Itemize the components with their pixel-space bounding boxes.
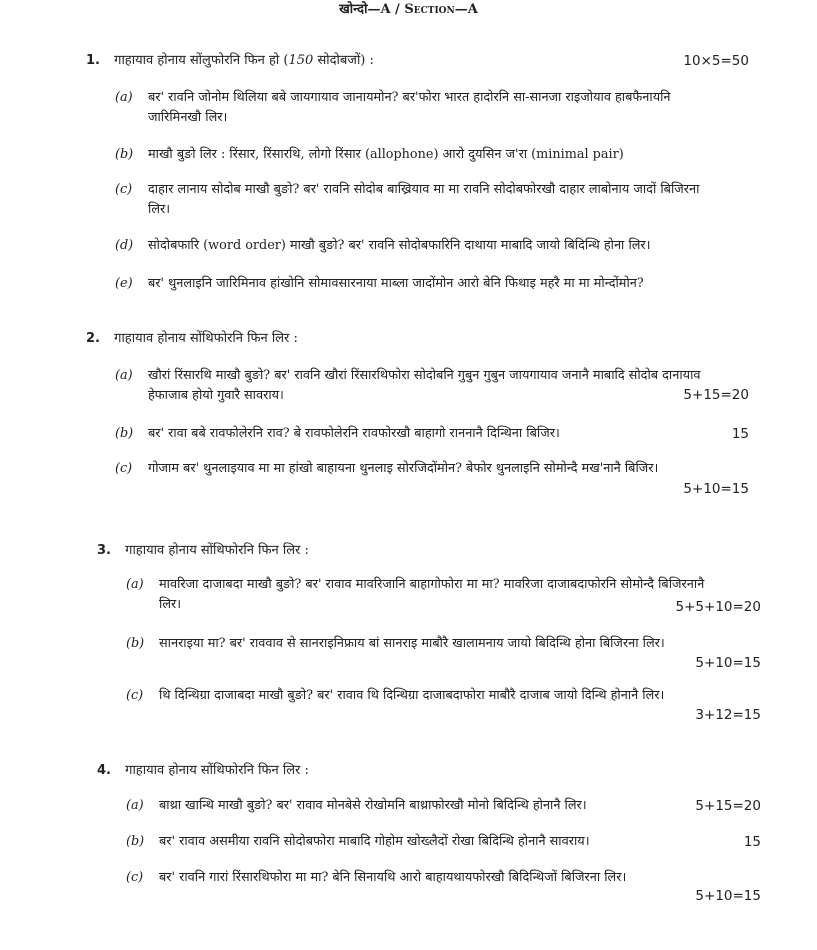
sub-text: थि दिन्थिग्रा दाजाबदा माखौ बुङो? बर' रावाव थि दिन्थिग्रा दाजाबदाफोरा माबौरै दाजाब जायो दिन्थि होनानै लिर। (159, 688, 665, 703)
sub-label: (c) (126, 870, 144, 885)
sub-text: सोदोबफारि (word order) माखौ बुङो? बर' रावनि सोदोबफारिनि दाथाया माबादि जायो बिदिन्थि होना लिर। (148, 238, 651, 253)
question-2-heading (86, 329, 298, 349)
question-number: 2. (86, 331, 100, 346)
sub-marks: 5+15=20 (695, 798, 761, 814)
question-4-heading (97, 761, 309, 781)
sub-text: मावरिजा दाजाबदा माखौ बुङो? बर' रावाव मावरिजानि बाहागोफोरा मा मा? मावरिजा दाजाबदाफोरनि सोमोन्दै बिजिरनानै लिर। (159, 577, 705, 612)
question-number: 4. (97, 763, 111, 778)
sub-marks: 15 (731, 426, 749, 442)
sub-text: दाहार लानाय सोदोब माखौ बुङो? बर' रावनि सोदोब बाख्रियाव मा मा रावनि सोदोबफोरखौ दाहार लाबोनाय जादों बिजिरना लिर। (148, 182, 700, 217)
sub-text: बर' रावनि गारां रिंसारथिफोरा मा मा? बेनि सिनायथि आरो बाहायथायफोरखौ बिदिन्थिजों बिजिरना लिर। (159, 870, 627, 885)
sub-label: (c) (115, 182, 133, 197)
question-instruction: गाहायाव होनाय सोंथिफोरनि फिन लिर : (125, 763, 309, 778)
sub-marks: 5+10=15 (695, 888, 761, 904)
sub-label: (a) (115, 90, 133, 105)
question-instruction: गाहायाव होनाय सोंथिफोरनि फिन लिर : (125, 543, 309, 558)
sub-text: बर' थुनलाइनि जारिमिनाव हांखोनि सोमावसारनाया माब्ला जादोंमोन आरो बेनि फिथाइ महरै मा मा मोन्दोंमोन? (148, 276, 644, 291)
section-title (0, 0, 817, 20)
sub-marks: 5+15=20 (683, 387, 749, 403)
question-instruction: गाहायाव होनाय सोंथिफोरनि फिन लिर : (114, 331, 298, 346)
sub-text: खौरां रिंसारथि माखौ बुङो? बर' रावनि खौरां रिंसारथिफोरा सोदोबनि गुबुन गुबुन जायगायाव जनानै माबादि सोदोब दानायाव हेफाजाब होयो गुवारै सावराय। (148, 368, 701, 403)
sub-text: माखौ बुङो लिर : रिंसार, रिंसारथि, लोगो रिंसार (allophone) आरो दुयसिन ज'रा (minimal pair) (148, 147, 624, 162)
section-title-label: Section—A (404, 2, 478, 17)
question-number: 3. (97, 543, 111, 558)
sub-text: बर' रावनि जोनोम थिलिया बबे जायगायाव जानायमोन? बर'फोरा भारत हादोरनि सा-सानजा राइजोयाव हाबफैनायनि जारिमिनखौ लिर। (148, 90, 671, 125)
sub-label: (c) (126, 688, 144, 703)
sub-marks: 5+10=15 (683, 481, 749, 497)
sub-text: बर' रावाव असमीया रावनि सोदोबफोरा माबादि गोहोम खोख्लैदों रोखा बिदिन्थि होनानै सावराय। (159, 834, 590, 849)
section-title-prefix: खोन्दो—A / (339, 2, 405, 17)
sub-label: (b) (126, 636, 145, 651)
question-instruction: गाहायाव होनाय सोंलुफोरनि फिन हो (150 सोदोबजों) : (114, 53, 374, 68)
sub-marks: 3+12=15 (695, 707, 761, 723)
sub-label: (e) (115, 276, 133, 291)
sub-label: (c) (115, 461, 133, 476)
sub-marks: 15 (743, 834, 761, 850)
question-number: 1. (86, 53, 100, 68)
sub-label: (d) (115, 238, 134, 253)
question-1-heading (86, 51, 374, 71)
sub-label: (b) (115, 147, 134, 162)
sub-text: गोजाम बर' थुनलाइयाव मा मा हांखो बाहायना थुनलाइ सोरजिदोंमोन? बेफोर थुनलाइनि सोमोन्दै मख'नानै बिजिर। (148, 461, 659, 476)
sub-label: (b) (115, 426, 134, 441)
sub-marks: 5+10=15 (695, 655, 761, 671)
sub-text: बाथ्रा खान्थि माखौ बुङो? बर' रावाव मोनबेसे रोखोमनि बाथ्राफोरखौ मोनो बिदिन्थि होनानै लिर। (159, 798, 587, 813)
sub-text: बर' रावा बबे रावफोलेरनि राव? बे रावफोलेरनि रावफोरखौ बाहागो राननानै दिन्थिना बिजिर। (148, 426, 560, 441)
question-marks: 10×5=50 (683, 53, 749, 69)
sub-label: (a) (126, 577, 144, 592)
question-3-heading (97, 541, 309, 561)
sub-text: सानराइया मा? बर' राववाव से सानराइनिफ्राय बां सानराइ माबौरै खालामनाय जायो बिदिन्थि होना बिजिरना लिर। (159, 636, 665, 651)
sub-label: (b) (126, 834, 145, 849)
sub-marks: 5+5+10=20 (675, 599, 761, 615)
sub-label: (a) (126, 798, 144, 813)
sub-label: (a) (115, 368, 133, 383)
